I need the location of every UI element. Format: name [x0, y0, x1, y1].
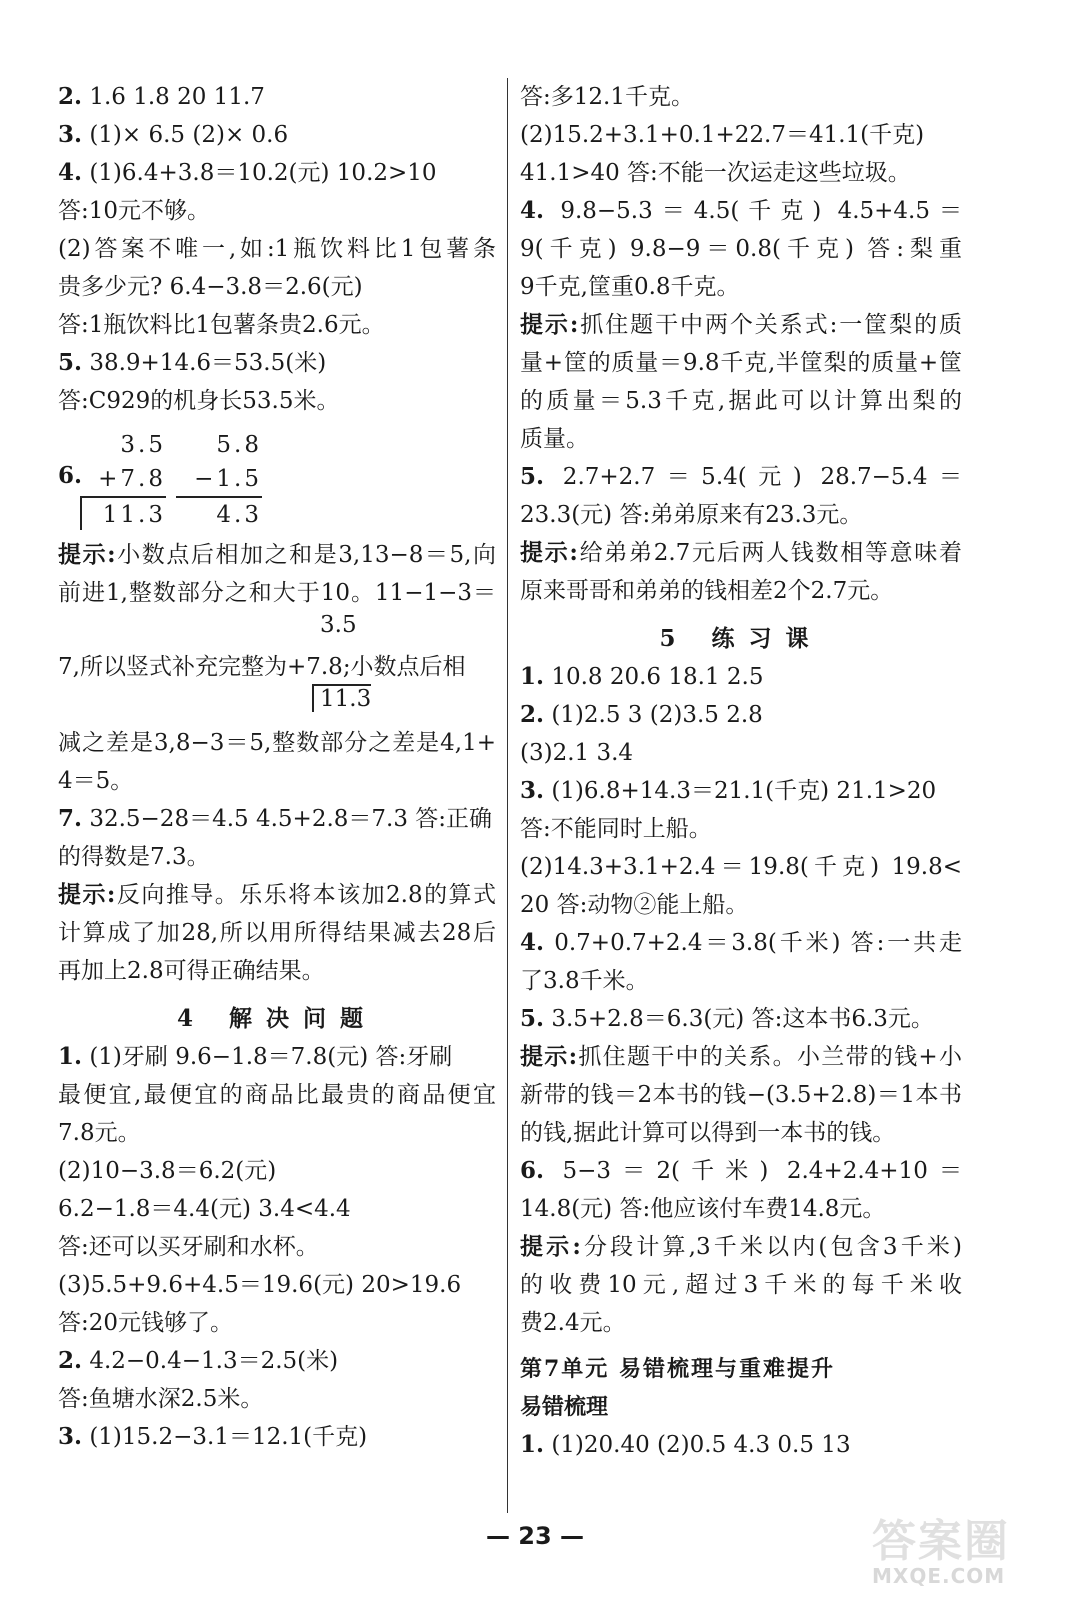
answer-line: 3. (1)× 6.5 (2)× 0.6: [58, 121, 289, 148]
hint-line: 提示:分段计算,3千米以内(包含3千米): [520, 1233, 962, 1260]
answer-line: 9(千克) 9.8−9＝0.8(千克) 答:梨重: [520, 236, 962, 262]
hint-line: 量+筐的质量＝9.8千克,半筐梨的质量+筐: [520, 350, 962, 376]
hint-line: 提示:反向推导。乐乐将本该加2.8的算式: [58, 881, 496, 908]
answer-line: 6.2−1.8＝4.4(元) 3.4<4.4: [58, 1196, 351, 1222]
answer-line: 答:还可以买牙刷和水杯。: [58, 1234, 319, 1260]
answer-line: 20 答:动物②能上船。: [520, 892, 749, 918]
vertical-top: 5.8: [216, 432, 262, 458]
answer-line: 6. 5−3＝2(千米) 2.4+2.4+10＝: [520, 1157, 962, 1184]
answer-line: 最便宜,最便宜的商品比最贵的商品便宜: [58, 1082, 496, 1108]
answer-line: 23.3(元) 答:弟弟原来有23.3元。: [520, 502, 863, 528]
vertical-top: 3.5: [320, 612, 357, 638]
hint-line: 减之差是3,8−3＝5,整数部分之差是4,1+: [58, 730, 496, 756]
question-number: 6.: [58, 462, 83, 489]
hint-line: 原来哥哥和弟弟的钱相差2个2.7元。: [520, 578, 894, 604]
answer-line: 答:1瓶饮料比1包薯条贵2.6元。: [58, 312, 385, 338]
answer-line: 4. 0.7+0.7+2.4＝3.8(千米) 答:一共走: [520, 929, 962, 956]
answer-line: 3. (1)15.2−3.1＝12.1(千克): [58, 1423, 368, 1450]
vertical-subtraction: [176, 428, 262, 532]
hint-line: 提示:给弟弟2.7元后两人钱数相等意味着: [520, 539, 962, 566]
hint-line: 7,所以竖式补充完整为+7.8;小数点后相: [58, 654, 466, 680]
vertical-result: 11.3: [102, 502, 166, 528]
answer-line: 答:C929的机身长53.5米。: [58, 388, 340, 414]
hint-line: 提示:抓住题干中两个关系式:一筐梨的质: [520, 311, 962, 338]
vertical-middle: +7.8: [98, 466, 166, 492]
hint-line: 前进1,整数部分之和大于10。11−1−3＝: [58, 580, 496, 606]
hint-vertical-calculation: [58, 612, 496, 724]
hint-line: 提示:抓住题干中的关系。小兰带的钱+小: [520, 1043, 962, 1070]
hint-line: 的收费10元,超过3千米的每千米收: [520, 1272, 962, 1298]
hint-line: 4＝5。: [58, 768, 134, 794]
vertical-top: 3.5: [120, 432, 166, 458]
subsection-heading: 易错梳理: [520, 1394, 609, 1420]
answer-line: 1. 10.8 20.6 18.1 2.5: [520, 663, 764, 690]
answer-line: (2)14.3+3.1+2.4＝19.8(千克) 19.8<: [520, 854, 962, 880]
watermark-url: MXQE.COM: [872, 1564, 1006, 1588]
answer-line: 1. (1)20.40 (2)0.5 4.3 0.5 13: [520, 1431, 851, 1458]
column-divider: [507, 78, 508, 1513]
answer-line: 7.8元。: [58, 1120, 141, 1146]
answer-line: 5. 38.9+14.6＝53.5(米): [58, 349, 327, 376]
answer-line: 5. 3.5+2.8＝6.3(元) 答:这本书6.3元。: [520, 1005, 934, 1032]
answer-line: 答:10元不够。: [58, 198, 211, 224]
section-heading: 4 解决问题: [176, 1005, 377, 1032]
answer-line: 14.8(元) 答:他应该付车费14.8元。: [520, 1196, 886, 1222]
answer-line: 答:多12.1千克。: [520, 84, 694, 110]
answer-line: 4. (1)6.4+3.8＝10.2(元) 10.2>10: [58, 159, 437, 186]
hint-line: 再加上2.8可得正确结果。: [58, 958, 325, 984]
answer-line: 3. (1)6.8+14.3＝21.1(千克) 21.1>20: [520, 777, 937, 804]
watermark-text: 答案圈: [872, 1516, 1010, 1567]
answer-line: 2. 4.2−0.4−1.3＝2.5(米): [58, 1347, 339, 1374]
answer-line: 7. 32.5−28＝4.5 4.5+2.8＝7.3 答:正确: [58, 805, 493, 832]
answer-line: 贵多少元? 6.4−3.8＝2.6(元): [58, 274, 363, 300]
vertical-calculation: [58, 428, 496, 530]
hint-line: 新带的钱＝2本书的钱−(3.5+2.8)＝1本书: [520, 1082, 962, 1108]
vertical-result: 11.3: [312, 684, 371, 712]
section-heading: 5 练习课: [659, 625, 823, 652]
vertical-addition: [80, 428, 166, 532]
answer-line: 4. 9.8−5.3＝4.5(千克) 4.5+4.5＝: [520, 197, 962, 224]
answer-line: 了3.8千米。: [520, 968, 649, 994]
answer-line: (2)答案不唯一,如:1瓶饮料比1包薯条: [58, 236, 496, 262]
watermark-logo: [872, 1516, 1042, 1592]
unit-heading: 第7单元 易错梳理与重难提升: [520, 1356, 835, 1382]
hint-line: 费2.4元。: [520, 1310, 626, 1336]
answer-line: 的得数是7.3。: [58, 844, 210, 870]
answer-line: (3)2.1 3.4: [520, 740, 634, 766]
answer-line: 1. (1)牙刷 9.6−1.8＝7.8(元) 答:牙刷: [58, 1043, 453, 1070]
answer-line: 答:不能同时上船。: [520, 816, 712, 842]
answer-line: 41.1>40 答:不能一次运走这些垃圾。: [520, 160, 911, 186]
page-number: — 23 —: [485, 1522, 585, 1550]
hint-line: 的钱,据此计算可以得到一本书的钱。: [520, 1120, 896, 1146]
answer-line: 答:20元钱够了。: [58, 1310, 234, 1336]
left-column: [58, 78, 496, 1456]
vertical-middle: −1.5: [194, 466, 262, 492]
answer-line: 2. 1.6 1.8 20 11.7: [58, 83, 265, 110]
hint-line: 提示:小数点后相加之和是3,13−8＝5,向: [58, 541, 496, 568]
answer-line: 答:鱼塘水深2.5米。: [58, 1386, 264, 1412]
vertical-result: 4.3: [216, 502, 262, 528]
answer-line: 5. 2.7+2.7＝5.4(元) 28.7−5.4＝: [520, 463, 962, 490]
right-column: [520, 78, 962, 1464]
answer-line: (2)10−3.8＝6.2(元): [58, 1158, 277, 1184]
vertical-bracket: [80, 496, 82, 530]
hint-line: 质量。: [520, 426, 589, 452]
answer-line: 2. (1)2.5 3 (2)3.5 2.8: [520, 701, 763, 728]
answer-line: (3)5.5+9.6+4.5＝19.6(元) 20>19.6: [58, 1272, 462, 1298]
hint-line: 的质量＝5.3千克,据此可以计算出梨的: [520, 388, 962, 414]
hint-line: 计算成了加28,所以用所得结果减去28后: [58, 920, 496, 946]
answer-line: (2)15.2+3.1+0.1+22.7＝41.1(千克): [520, 122, 925, 148]
answer-line: 9千克,筐重0.8千克。: [520, 274, 740, 300]
